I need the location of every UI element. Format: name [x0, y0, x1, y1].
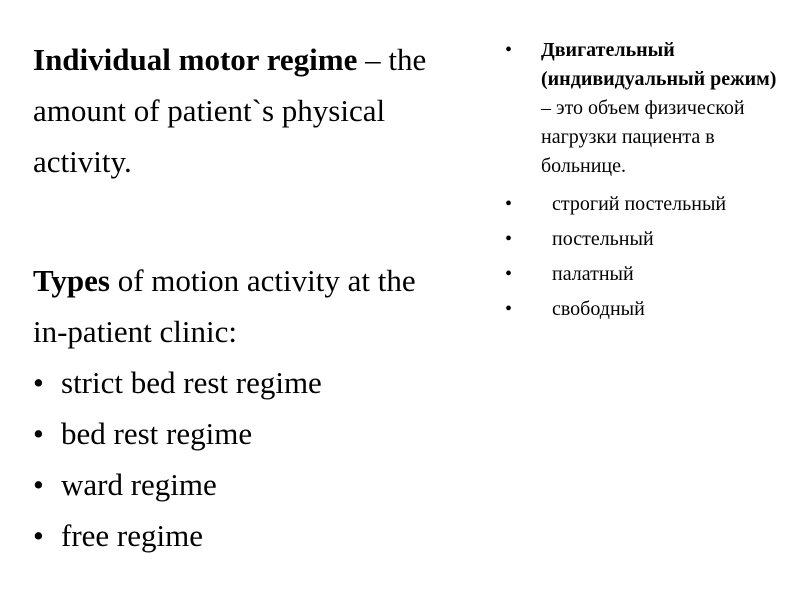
- list-item: [505, 222, 785, 257]
- bullet-icon: •: [505, 263, 513, 285]
- list-item-text: строгий постельный: [552, 193, 727, 215]
- bullet-icon: •: [505, 228, 513, 250]
- list-item-text: палатный: [552, 263, 634, 285]
- list-item: [505, 292, 785, 327]
- list-item: [505, 257, 785, 292]
- bullet-icon: •: [33, 365, 44, 400]
- russian-column: [505, 36, 785, 327]
- list-item: [33, 408, 453, 459]
- types-term: Types: [33, 263, 110, 298]
- spacer: [33, 187, 453, 255]
- list-item-text: bed rest regime: [61, 416, 253, 451]
- list-item-text: free regime: [61, 518, 203, 553]
- definition-term: Individual motor regime: [33, 42, 358, 77]
- list-item-text: постельный: [552, 228, 654, 250]
- list-item-text: ward regime: [61, 467, 217, 502]
- definition-text-ru: – это объем физической нагрузки пациента в больнице.: [541, 97, 745, 177]
- bullet-icon: •: [505, 193, 513, 215]
- bullet-icon: •: [33, 467, 44, 502]
- list-item: [33, 459, 453, 510]
- list-item-text: strict bed rest regime: [61, 365, 322, 400]
- definition-text: – the amount of patient`s physical activity.: [33, 42, 427, 179]
- motor-regime-definition: [33, 34, 453, 187]
- list-item: [505, 187, 785, 222]
- types-text: of motion activity at the in-patient clinic:: [33, 263, 416, 349]
- definition-term-ru: Двигательный (индивидуальный режим): [541, 39, 777, 90]
- bullet-icon: •: [33, 416, 44, 451]
- list-item-text: свободный: [552, 298, 645, 320]
- bullet-icon: •: [33, 518, 44, 553]
- regime-list-ru: [505, 187, 785, 327]
- english-column: [33, 34, 453, 561]
- regime-list-en: [33, 357, 453, 561]
- types-heading: [33, 255, 453, 357]
- list-item: [33, 357, 453, 408]
- bullet-icon: •: [505, 39, 513, 61]
- list-item: [33, 510, 453, 561]
- motor-regime-definition-ru: [505, 36, 785, 181]
- bullet-icon: •: [505, 298, 513, 320]
